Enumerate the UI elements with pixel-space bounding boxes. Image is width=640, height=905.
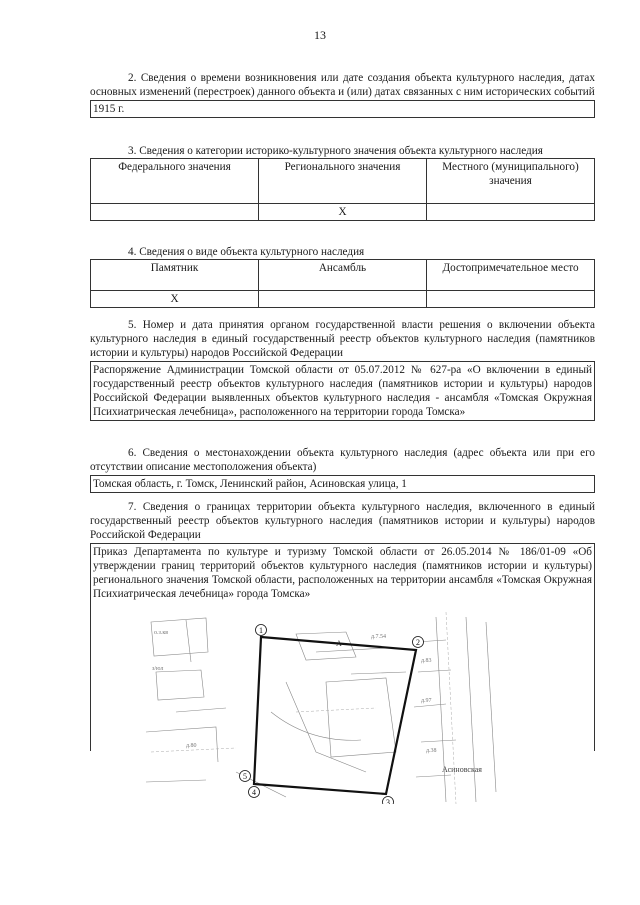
mark-monument: Х xyxy=(91,291,259,308)
type-table xyxy=(90,259,595,308)
mark-regional: Х xyxy=(259,204,427,221)
mark-federal xyxy=(91,204,259,221)
col-regional: Регионального значения xyxy=(259,159,427,204)
point-label-1: 1 xyxy=(259,626,263,635)
table-header-row xyxy=(91,260,595,291)
survey-note: д.38 xyxy=(426,748,437,754)
col-monument: Памятник xyxy=(91,260,259,291)
street-label: Асиновская xyxy=(442,765,482,774)
section-6-heading: 6. Сведения о местонахождении объекта культурного наследия (адрес объекта или при его отсутствии описание местоположения объекта) xyxy=(90,447,595,473)
section-4-heading: 4. Сведения о виде объекта культурного наследия xyxy=(128,246,365,258)
mark-ensemble xyxy=(259,291,427,308)
section-3-heading: 3. Сведения о категории историко-культурного значения объекта культурного наследия xyxy=(128,145,543,157)
boundary-polygon xyxy=(254,637,416,794)
section-7-value: Приказ Департамента по культуре и туризму Томской области от 26.05.2014 № 186/01-09 «Об утверждении границ территорий объектов культурного наследия (памятников истории и культуры) регионального значения Томской области, расположенных на территории ансамбля «Томская Окружная Психиатрическая лечебница» города Томска» xyxy=(93,546,592,600)
point-label-4: 4 xyxy=(252,788,256,797)
section-2-heading: 2. Сведения о времени возникновения или дате создания объекта культурного наследия, датах основных изменений (перестроек) данного объекта и (или) датах связанных с ним исторических событий xyxy=(90,72,595,98)
point-label-3: 3 xyxy=(386,798,390,804)
section-6 xyxy=(90,446,595,493)
section-5 xyxy=(90,318,595,421)
survey-note: д.83 xyxy=(421,658,432,664)
section-2-value: 1915 г. xyxy=(90,100,595,118)
table-row xyxy=(91,204,595,221)
section-5-value: Распоряжение Администрации Томской области от 05.07.2012 № 627-ра «О включении в единый государственный реестр объектов культурного наследия (памятников истории и культуры) народов Российской Федерации выявленных объектов культурного наследия - ансамбля «Томская Окружная Психиатрическая лечебница», расположенного на территории города Томска» xyxy=(90,361,595,421)
section-6-value: Томская область, г. Томск, Ленинский район, Асиновская улица, 1 xyxy=(90,475,595,493)
table-row xyxy=(91,291,595,308)
mark-local xyxy=(427,204,595,221)
section-3 xyxy=(90,144,595,221)
map-drawing xyxy=(146,612,498,804)
section-5-heading: 5. Номер и дата принятия органом государственной власти решения о включении объекта культурного наследия в единый государственный реестр объектов культурного наследия (памятников истории и культуры) народов Российской Федерации xyxy=(90,319,595,359)
col-landmark: Достопримечательное место xyxy=(427,260,595,291)
section-4 xyxy=(90,245,595,308)
col-local: Местного (муниципального) значения xyxy=(427,159,595,204)
table-header-row xyxy=(91,159,595,204)
survey-note: з/юл xyxy=(152,666,164,672)
page-number: 13 xyxy=(314,28,326,42)
survey-note: д.80 xyxy=(186,743,197,749)
survey-note: о.з.кв xyxy=(154,630,169,636)
section-7-heading: 7. Сведения о границах территории объекта культурного наследия, включенного в единый государственный реестр объектов культурного наследия (памятников истории и культуры) народов Российской Федерации xyxy=(90,501,595,541)
category-table xyxy=(90,158,595,221)
survey-note: д.7.54 xyxy=(371,634,387,640)
boundary-map xyxy=(146,612,498,804)
col-federal: Федерального значения xyxy=(91,159,259,204)
plan-letter: А xyxy=(336,639,342,648)
col-ensemble: Ансамбль xyxy=(259,260,427,291)
survey-note: д.97 xyxy=(421,698,432,704)
point-label-2: 2 xyxy=(416,638,420,647)
section-2 xyxy=(90,71,595,118)
mark-landmark xyxy=(427,291,595,308)
point-label-5: 5 xyxy=(243,772,247,781)
